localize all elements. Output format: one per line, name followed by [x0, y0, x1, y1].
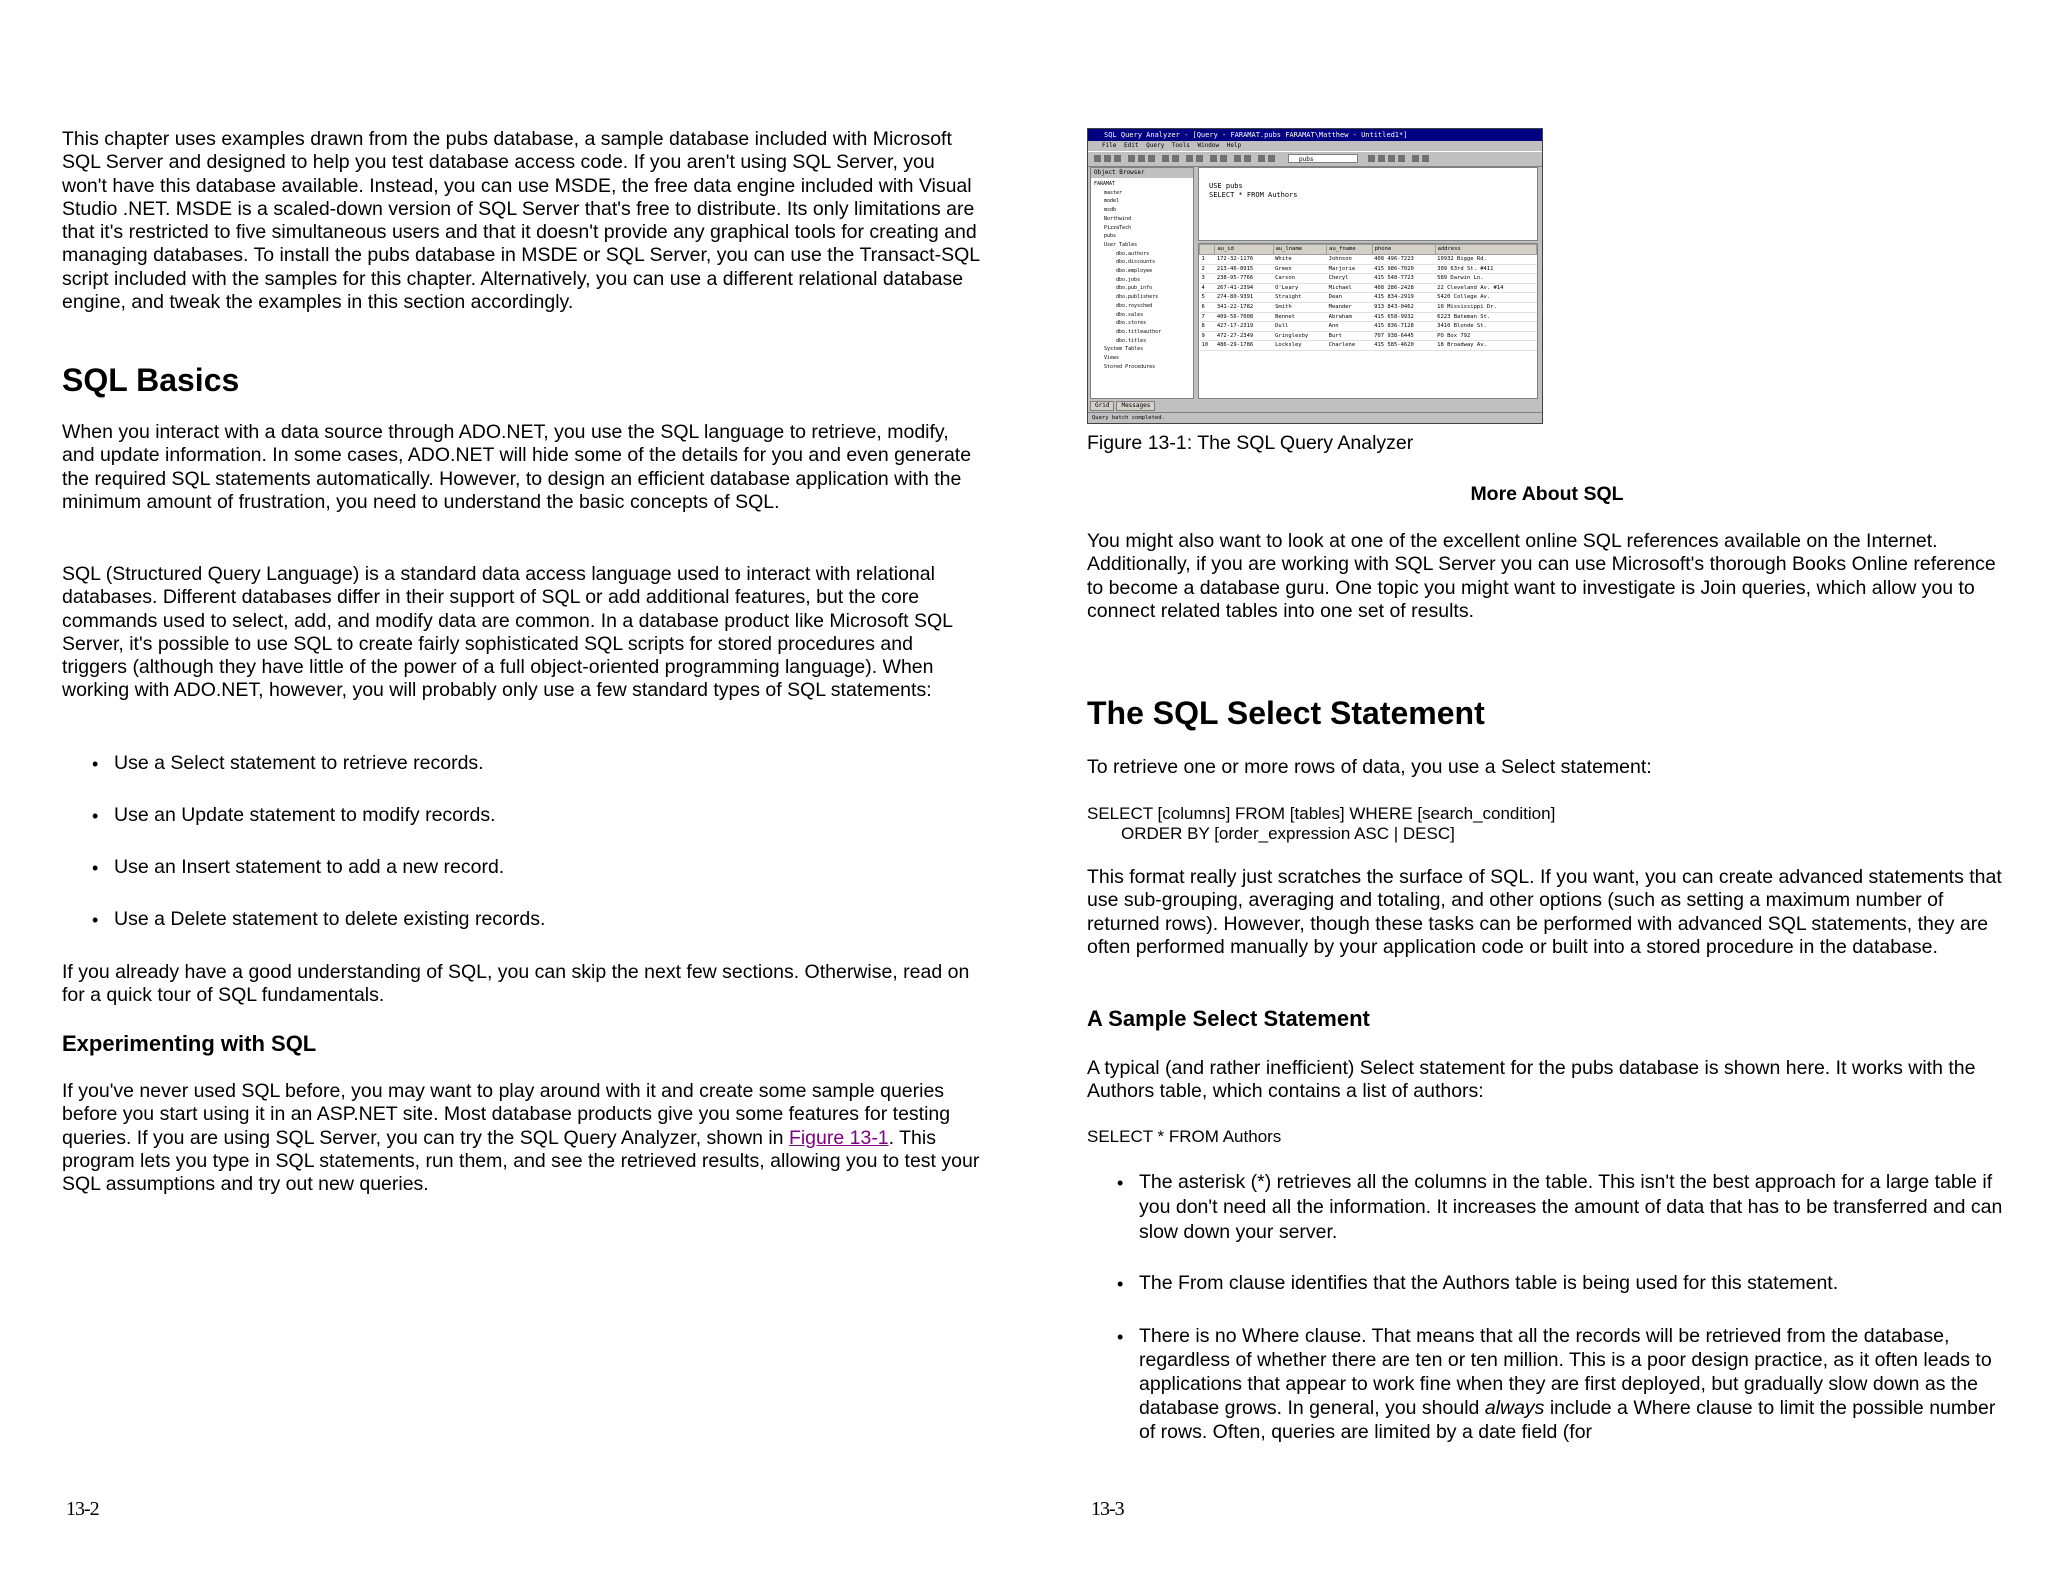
table-cell: 7: [1200, 312, 1215, 322]
object-browser-item: dbo.stores: [1116, 320, 1147, 327]
column-header: au_lname: [1273, 245, 1327, 255]
column-header: phone: [1372, 245, 1435, 255]
table-cell: 415 986-7020: [1372, 264, 1435, 274]
table-cell: Bennet: [1273, 312, 1327, 322]
object-browser-item: dbo.roysched: [1116, 302, 1153, 309]
sample-intro: A typical (and rather inefficient) Select statement for the pubs database is shown here. It works with the Authors table, which contains a list of authors:: [1087, 1057, 1976, 1103]
object-browser-item: dbo.jobs: [1116, 276, 1141, 283]
table-cell: Dean: [1327, 293, 1372, 303]
table-cell: 18 Broadway Av.: [1435, 341, 1536, 351]
object-browser-item: pubs: [1104, 233, 1117, 240]
statement-types-list: [62, 908, 982, 931]
statement-types-list: [62, 752, 982, 775]
list-item: • Use a Select statement to retrieve records.: [62, 752, 982, 775]
table-cell: O'Leary: [1273, 283, 1327, 293]
table-cell: Gringlesby: [1273, 331, 1327, 341]
table-cell: 309 63rd St. #411: [1435, 264, 1536, 274]
table-cell: 913 843-0462: [1372, 302, 1435, 312]
after-list-paragraph: If you already have a good understanding of SQL, you can skip the next few sections. Otherwise, read on for a quick tour of SQL fundamentals.: [62, 961, 970, 1007]
table-cell: 10932 Bigge Rd.: [1435, 255, 1536, 265]
table-cell: 10: [1200, 341, 1215, 351]
emphasis: always: [1484, 1397, 1545, 1419]
object-browser: [1090, 167, 1194, 399]
table-cell: 8: [1200, 322, 1215, 332]
intro-paragraph: This chapter uses examples drawn from the pubs database, a sample database included with Microsoft SQL Server and designed to help you test database access code. If you aren't using SQL Server, you won't have this database available. Instead, you can use MSDE, the free data engine included with Visual Studio .NET. MSDE is a scaled-down version of SQL Server that's free to distribute. Its only limitations are that it's restricted to five simultaneous users and that it doesn't provide any graphical tools for creating and managing databases. To install the pubs database in MSDE or SQL Server, you can use the Transact-SQL script included with the samples for this chapter. Alternatively, you can use a different relational database engine, and tweak the examples in this section accordingly.: [62, 128, 980, 314]
table-cell: 427-17-2319: [1215, 322, 1273, 332]
object-browser-item: dbo.publishers: [1116, 294, 1159, 301]
table-cell: 409-56-7008: [1215, 312, 1273, 322]
object-browser-header: Object Browser: [1091, 168, 1193, 178]
table-cell: 415 836-7128: [1372, 322, 1435, 332]
table-cell: Charlene: [1327, 341, 1372, 351]
table-row: [1200, 283, 1537, 293]
table-row: [1200, 312, 1537, 322]
select-statement-heading: The SQL Select Statement: [1087, 695, 1485, 731]
table-cell: Straight: [1273, 293, 1327, 303]
table-row: [1200, 302, 1537, 312]
table-row: [1200, 341, 1537, 351]
query-editor: USE pubs SELECT * FROM Authors: [1198, 167, 1538, 241]
results-grid: [1198, 243, 1538, 399]
select-notes-list: [1087, 1324, 2007, 1444]
table-row: [1200, 331, 1537, 341]
table-cell: 1: [1200, 255, 1215, 265]
object-browser-item: dbo.authors: [1116, 250, 1150, 257]
left-page: [62, 0, 982, 1582]
table-row: [1200, 293, 1537, 303]
object-browser-item: dbo.pub_info: [1116, 285, 1153, 292]
sql-basics-paragraph-1: When you interact with a data source through ADO.NET, you use the SQL language to retrieve, modify, and update information. In some cases, ADO.NET will hide some of the details for you and even generate the required SQL statements automatically. However, to design an efficient database application with the minimum amount of frustration, you need to understand the basic concepts of SQL.: [62, 421, 972, 513]
table-cell: 10 Mississippi Dr.: [1435, 302, 1536, 312]
column-header: address: [1435, 245, 1536, 255]
figure-status-bar: Query batch completed.: [1088, 412, 1542, 423]
object-browser-item: msdb: [1104, 207, 1117, 214]
table-cell: 2: [1200, 264, 1215, 274]
table-cell: 213-46-8915: [1215, 264, 1273, 274]
figure-13-1-link[interactable]: Figure 13-1: [788, 1126, 889, 1149]
figure-caption: Figure 13-1: The SQL Query Analyzer: [1087, 432, 1414, 454]
table-cell: 22 Cleveland Av. #14: [1435, 283, 1536, 293]
table-cell: 274-80-9391: [1215, 293, 1273, 303]
statement-types-list: [62, 804, 982, 827]
table-cell: Abraham: [1327, 312, 1372, 322]
code-line: SELECT [columns] FROM [tables] WHERE [search_condition]: [1087, 804, 1556, 823]
results-tab: Messages: [1116, 401, 1155, 411]
results-tab: Grid: [1090, 401, 1114, 411]
table-row: [1200, 274, 1537, 284]
table-cell: 9: [1200, 331, 1215, 341]
table-cell: 415 585-4620: [1372, 341, 1435, 351]
list-item: • There is no Where clause. That means that all the records will be retrieved from the database, regardless of whether there are ten or ten million. This is a poor design practice, as it often leads to applications that appear to work fine when they are first deployed, but gradually slow down as the database grows. In general, you should always include a Where clause to limit the possible number of rows. Often, queries are limited by a date field (for: [1087, 1324, 2007, 1444]
list-item: • Use an Insert statement to add a new record.: [62, 856, 982, 879]
table-cell: 6223 Bateman St.: [1435, 312, 1536, 322]
table-cell: 238-95-7766: [1215, 274, 1273, 284]
table-row: [1200, 255, 1537, 265]
object-browser-item: dbo.titleauthor: [1116, 328, 1162, 335]
select-syntax-code: [1087, 804, 1555, 844]
table-cell: 5: [1200, 293, 1215, 303]
experimenting-paragraph: If you've never used SQL before, you may want to play around with it and create some sample queries before you start using it in an ASP.NET site. Most database products give you some features for testing queries. If you are using SQL Server, you can try the SQL Query Analyzer, shown in Figure 13-1. This program lets you type in SQL statements, run them, and see the retrieved results, allowing you to test your SQL assumptions and try out new queries.: [62, 1080, 980, 1196]
table-cell: Carson: [1273, 274, 1327, 284]
results-tabs: [1090, 401, 1157, 411]
database-selector: pubs: [1288, 154, 1358, 163]
object-browser-item: FARAMAT: [1094, 181, 1116, 187]
table-cell: White: [1273, 255, 1327, 265]
sample-code: SELECT * FROM Authors: [1087, 1127, 1282, 1146]
table-cell: 4: [1200, 283, 1215, 293]
column-header: au_fname: [1327, 245, 1372, 255]
list-item: • The asterisk (*) retrieves all the columns in the table. This isn't the best approach for a large table if you don't need all the information. It increases the amount of data that has to be transferred and can slow down your server.: [1087, 1170, 2007, 1245]
sql-basics-heading: SQL Basics: [62, 362, 240, 398]
table-cell: 472-27-2349: [1215, 331, 1273, 341]
experimenting-heading: Experimenting with SQL: [62, 1031, 317, 1056]
list-item: • Use a Delete statement to delete existing records.: [62, 908, 982, 931]
table-cell: Ann: [1327, 322, 1372, 332]
table-cell: 589 Darwin Ln.: [1435, 274, 1536, 284]
table-cell: PO Box 792: [1435, 331, 1536, 341]
right-page: [1087, 0, 2007, 1582]
sql-basics-paragraph-2: SQL (Structured Query Language) is a standard data access language used to interact with relational databases. Different databases differ in their support of SQL or add additional features, but the core commands used to select, add, and modify data are common. In a database product like Microsoft SQL Server, it's possible to use SQL to create fairly sophisticated SQL scripts for stored procedures and triggers (although they have little of the power of a full object-oriented programming language). When working with ADO.NET, however, you will probably only use a few standard types of SQL statements:: [62, 563, 953, 702]
table-cell: Marjorie: [1327, 264, 1372, 274]
object-browser-item: Views: [1104, 355, 1120, 362]
row-number-header: [1200, 245, 1215, 255]
table-cell: Cheryl: [1327, 274, 1372, 284]
table-cell: 3: [1200, 274, 1215, 284]
select-notes-list: [1087, 1170, 2007, 1245]
table-cell: Locksley: [1273, 341, 1327, 351]
table-cell: Burt: [1327, 331, 1372, 341]
table-cell: Meander: [1327, 302, 1372, 312]
object-browser-item: model: [1104, 198, 1120, 205]
sidebar-paragraph: You might also want to look at one of the excellent online SQL references available on the Internet. Additionally, if you are working with SQL Server you can use Microsoft's thorough Books Online reference to become a database guru. One topic you might want to investigate is Join queries, which allow you to connect related tables into one set of results.: [1087, 530, 1996, 622]
table-cell: 408 496-7223: [1372, 255, 1435, 265]
table-cell: 707 938-6445: [1372, 331, 1435, 341]
table-cell: 172-32-1176: [1215, 255, 1273, 265]
code-line: ORDER BY [order_expression ASC | DESC]: [1121, 824, 1455, 843]
table-cell: 5420 College Av.: [1435, 293, 1536, 303]
table-cell: 486-29-1786: [1215, 341, 1273, 351]
select-intro: To retrieve one or more rows of data, you use a Select statement:: [1087, 756, 1652, 778]
list-item: • The From clause identifies that the Authors table is being used for this statement.: [1087, 1272, 2007, 1295]
page-number: 13-3: [1091, 1498, 1124, 1520]
object-browser-item: PizzaTech: [1104, 224, 1132, 231]
page-number: 13-2: [66, 1498, 99, 1520]
table-cell: Johnson: [1327, 255, 1372, 265]
sidebar-heading: More About SQL: [1470, 483, 1624, 505]
select-notes-list: [1087, 1272, 2007, 1295]
table-cell: 3410 Blonde St.: [1435, 322, 1536, 332]
list-item: • Use an Update statement to modify records.: [62, 804, 982, 827]
table-cell: 415 834-2919: [1372, 293, 1435, 303]
table-cell: 6: [1200, 302, 1215, 312]
object-browser-item: dbo.titles: [1116, 337, 1147, 344]
figure-toolbar: [1088, 151, 1542, 167]
sample-select-heading: A Sample Select Statement: [1087, 1006, 1370, 1031]
table-cell: 341-22-1782: [1215, 302, 1273, 312]
select-format-paragraph: This format really just scratches the surface of SQL. If you want, you can create advanced statements that use sub-grouping, averaging and totaling, and other options (such as setting a maximum number of returned rows). However, though these tasks can be performed with advanced SQL statements, they are often performed manually by your application code or built into a stored procedure in the database.: [1087, 866, 2002, 958]
table-row: [1200, 264, 1537, 274]
object-browser-item: dbo.discounts: [1116, 259, 1156, 266]
table-row: [1200, 322, 1537, 332]
object-browser-item: System Tables: [1104, 346, 1144, 353]
object-browser-item: dbo.sales: [1116, 311, 1144, 318]
table-cell: 415 658-9932: [1372, 312, 1435, 322]
table-cell: 415 548-7723: [1372, 274, 1435, 284]
figure-menubar: File Edit Query Tools Window Help: [1102, 142, 1242, 149]
object-browser-item: Northwind: [1104, 215, 1132, 222]
object-browser-item: master: [1104, 189, 1123, 196]
column-header: au_id: [1215, 245, 1273, 255]
table-cell: Green: [1273, 264, 1327, 274]
table-cell: 267-41-2394: [1215, 283, 1273, 293]
object-browser-item: dbo.employee: [1116, 268, 1153, 275]
table-cell: Michael: [1327, 283, 1372, 293]
figure-titlebar: SQL Query Analyzer - [Query - FARAMAT.pubs FARAMAT\Matthew - Untitled1*]: [1088, 129, 1542, 141]
table-cell: 408 286-2428: [1372, 283, 1435, 293]
table-cell: Dull: [1273, 322, 1327, 332]
statement-types-list: [62, 856, 982, 879]
sql-query-analyzer-screenshot: [1087, 128, 1543, 424]
object-browser-item: Stored Procedures: [1104, 363, 1156, 370]
object-browser-item: User Tables: [1104, 241, 1138, 248]
table-cell: Smith: [1273, 302, 1327, 312]
